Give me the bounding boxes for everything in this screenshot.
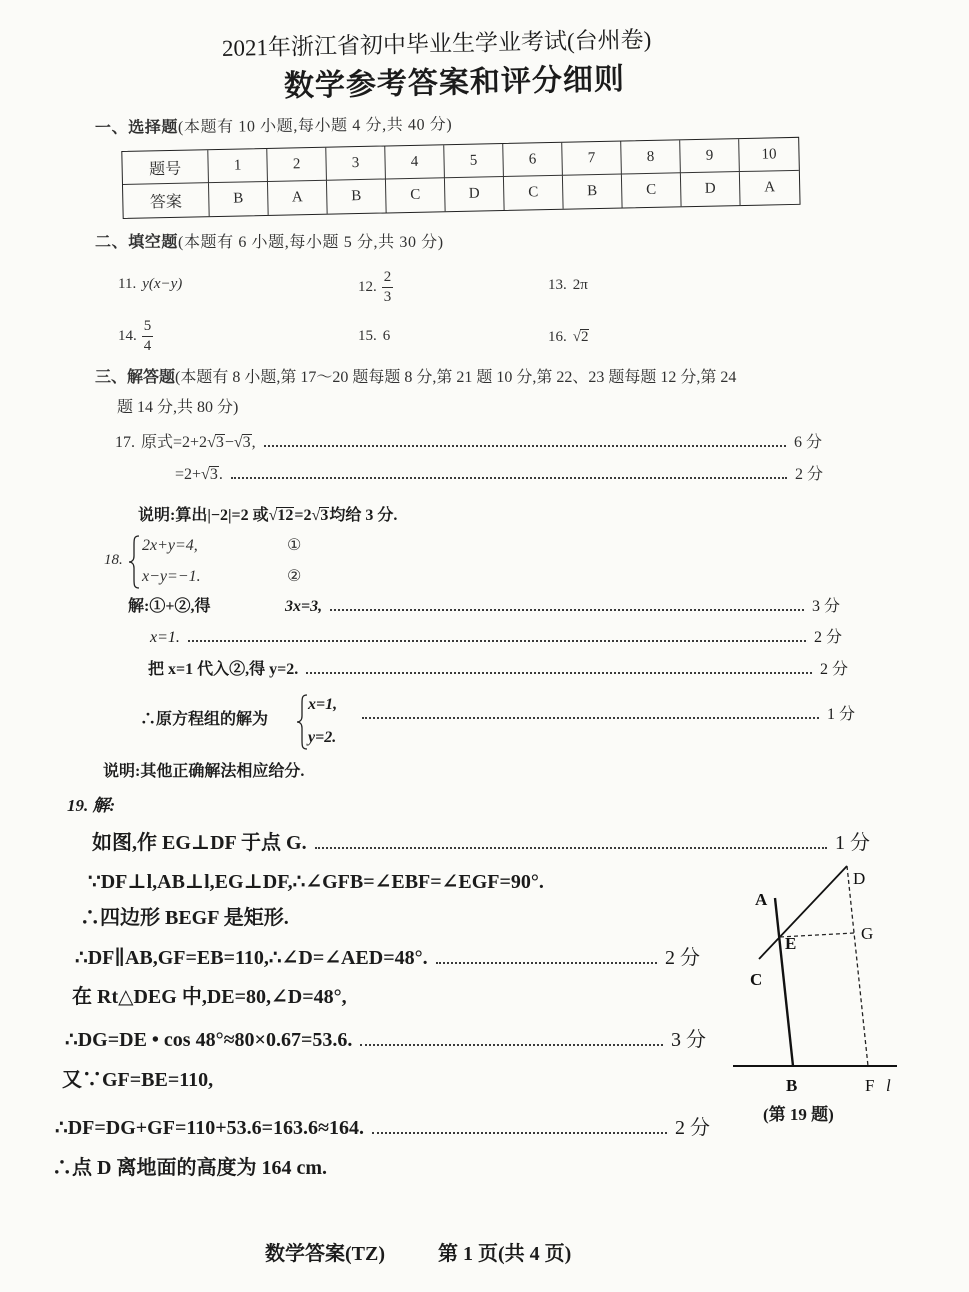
table-cell-number: 5 [444,144,504,178]
score: 6 分 [793,434,822,451]
q19-line-3: ∴四边形 BEGF 是矩形. [80,907,289,929]
radicand: 2 [580,329,589,345]
section3-note-line2: 题 14 分,共 80 分) [117,399,239,416]
table-cell-answer: C [504,176,564,210]
question-number: 17. [115,434,135,451]
table-cell-number: 7 [562,142,622,176]
table-cell-number: 10 [739,138,799,172]
expression-part: , [251,434,256,451]
fraction-numerator: 5 [142,319,154,337]
section1-note: (本题有 10 小题,每小题 4 分,共 40 分) [177,116,453,137]
question-number: 15. [358,328,377,344]
answer-q12 [358,270,393,305]
table-cell-number: 6 [503,143,563,177]
q19-figure [725,855,910,1105]
q17-note [138,507,397,524]
table-cell-number: 9 [680,139,740,173]
solution-x: x=1, [308,696,338,713]
expression-part: 把 x=1 代入②,得 y=2. [148,661,299,678]
radicand: 3 [209,466,218,483]
equation-marker-2: ② [287,568,302,585]
sqrt-sign: √ [207,434,216,451]
expression-part: . [218,466,223,483]
point-label-g: G [861,924,874,943]
section1-heading [95,117,452,137]
question-number: 11. [118,276,137,292]
dashed-line-df [847,866,868,1066]
solution-y: y=2. [308,729,337,746]
expression-part: x=1. [150,629,180,646]
dot-leader [362,717,819,719]
line-ab [775,898,793,1066]
footer-page-number: 第 1 页(共 4 页) [438,1243,572,1265]
section3-title: 三、解答题 [95,369,176,386]
equation-marker-1: ① [287,537,302,554]
score: 1 分 [826,706,855,723]
solution-text: ∴DF=DG+GF=110+53.6=163.6≈164. [55,1117,365,1139]
equation-2: x−y=−1. [142,568,201,585]
fraction [142,319,154,354]
answer-expression: 6 [382,328,391,344]
score: 2 分 [794,466,823,483]
expression-part: 3x=3, [285,598,323,615]
table-cell-number: 2 [267,148,327,182]
q19-line-1 [92,833,870,853]
table-cell-answer: B [563,175,623,209]
section1-title: 一、选择题 [94,119,179,137]
q18-step1 [285,599,840,615]
page-subtitle: 数学参考答案和评分细则 [283,62,626,103]
point-label-e: E [785,934,797,953]
point-label-d: D [853,869,866,888]
note-part: 说明:算出|−2|=2 或 [138,507,269,524]
sqrt-sign: √ [311,507,321,524]
line-label-l: l [886,1076,891,1095]
point-label-f: F [865,1076,875,1095]
fraction-numerator: 2 [382,270,394,288]
question-number: 14. [118,328,137,344]
fraction-denominator: 3 [383,289,392,305]
solution-text: ∴DF∥AB,GF=EB=110,∴∠D=∠AED=48°. [75,947,428,969]
expression-part: − [224,434,234,451]
question-number: 18. [104,552,123,568]
q18-note: 说明:其他正确解法相应给分. [103,763,305,780]
radicand: 3 [320,507,329,524]
table-row-label-answer: 答案 [123,183,210,218]
solution-text: ∴DG=DE • cos 48°≈80×0.67=53.6. [65,1029,353,1051]
dot-leader [436,962,657,964]
table-cell-answer: B [209,182,269,216]
table-cell-number: 3 [326,146,386,180]
section3-note-line1: (本题有 8 小题,第 17～20 题每题 8 分,第 21 题 10 分,第 22、23 题每题 12 分,第 24 [175,369,737,386]
point-label-b: B [786,1076,798,1095]
table-cell-number: 1 [208,149,268,183]
point-label-c: C [750,970,763,989]
score: 2 分 [813,629,842,646]
score: 2 分 [819,661,848,678]
section2-heading [95,235,444,251]
choice-answer-table [121,137,800,219]
q17-step1 [115,434,822,451]
sqrt-sign: √ [268,507,278,524]
figure-caption: (第 19 题) [763,1105,834,1124]
line-cd [759,866,847,959]
q18-conclusion-text: ∴原方程组的解为 [140,711,269,728]
section2-note: (本题有 6 小题,每小题 5 分,共 30 分) [178,234,444,251]
question-number: 12. [358,279,377,295]
q19-line-9: ∴点 D 离地面的高度为 164 cm. [52,1157,327,1179]
q18-step1-text: 解:①+②,得 [128,598,211,615]
dot-leader [264,445,786,447]
dot-leader [315,847,827,849]
expression-part: =2+ [175,466,202,483]
score: 1 分 [835,832,870,854]
table-cell-number: 8 [621,140,681,174]
q19-line-4 [75,948,700,968]
score: 2 分 [665,947,700,969]
answer-q13 [548,278,588,293]
fraction-denominator: 4 [143,338,152,354]
question-number: 19. 解: [67,796,116,815]
q18-step4 [362,707,855,723]
equation-1: 2x+y=4, [142,537,198,554]
footer-subject: 数学答案(TZ) [265,1243,385,1265]
system-brace [127,534,141,590]
note-part: 均给 3 分. [329,507,398,524]
dot-leader [306,672,812,674]
answer-q16 [548,329,589,345]
table-cell-answer: A [268,181,328,215]
radicand: 3 [215,434,224,451]
expression-part: 原式=2+2 [141,434,208,451]
q17-step2 [175,466,823,483]
dot-leader [330,609,804,611]
answer-q14 [118,319,153,354]
table-cell-answer: C [622,173,682,207]
dot-leader [188,640,806,642]
score: 3 分 [811,598,840,615]
table-cell-answer: B [327,179,387,213]
fraction [382,270,394,305]
q19-line-8 [55,1118,710,1138]
question-number: 16. [548,329,567,345]
radicand: 3 [242,434,251,451]
q18-step2 [150,630,842,646]
answer-expression: y(x−y) [142,276,183,292]
table-cell-answer: C [386,178,446,212]
dot-leader [372,1132,667,1134]
point-label-a: A [755,890,768,909]
answer-expression: 2π [572,277,588,293]
radicand: 12 [277,507,294,524]
q19-line-2: ∵DF⊥l,AB⊥l,EG⊥DF,∴∠GFB=∠EBF=∠EGF=90°. [88,871,544,893]
q19-line-5: 在 Rt△DEG 中,DE=80,∠D=48°, [72,986,347,1008]
score: 2 分 [675,1117,710,1139]
sqrt-sign: √ [233,434,243,451]
section2-title: 二、填空题 [95,234,179,251]
solution-brace [295,693,309,751]
page-title: 2021年浙江省初中毕业生学业考试(台州卷) [221,27,652,61]
note-part: =2 [294,507,312,524]
table-cell-answer: A [764,179,776,196]
dot-leader [360,1044,663,1046]
sqrt-sign: √ [201,466,210,483]
section3-heading [95,370,736,386]
table-cell-answer: D [445,177,505,211]
table-cell-answer: D [681,172,741,206]
sqrt-sign: √ [572,329,581,345]
dot-leader [231,477,787,479]
q19-line-6 [65,1030,706,1050]
table-cell-number: 4 [385,145,445,179]
solution-text: 如图,作 EG⊥DF 于点 G. [92,832,307,854]
q19-line-7: 又∵GF=BE=110, [62,1069,214,1091]
answer-q11 [118,277,182,292]
score: 3 分 [671,1029,706,1051]
question-number: 13. [548,277,567,293]
q18-step3 [148,662,848,678]
table-row-label-number: 题号 [122,150,209,185]
answer-q15 [358,329,390,344]
